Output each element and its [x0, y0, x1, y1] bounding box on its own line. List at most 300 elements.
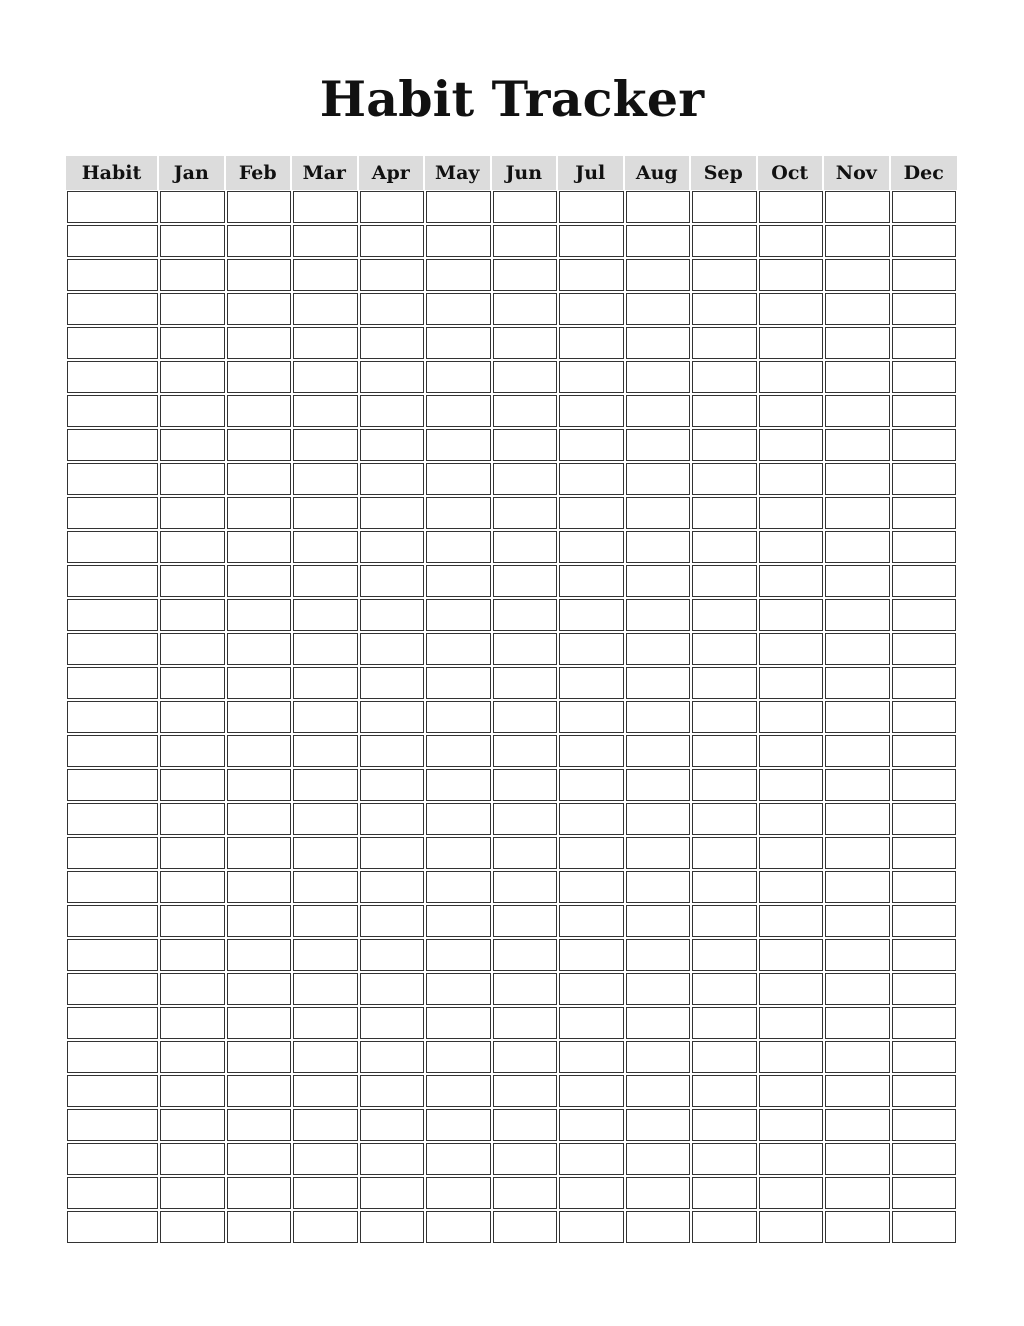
month-check-cell[interactable]	[226, 292, 293, 326]
month-check-cell[interactable]	[226, 428, 293, 462]
month-check-cell[interactable]	[758, 938, 825, 972]
habit-name-cell[interactable]	[66, 496, 159, 530]
month-check-cell[interactable]	[824, 938, 891, 972]
month-check-cell[interactable]	[292, 1142, 359, 1176]
month-check-cell[interactable]	[891, 292, 958, 326]
month-check-cell[interactable]	[292, 972, 359, 1006]
month-check-cell[interactable]	[891, 598, 958, 632]
month-check-cell[interactable]	[758, 326, 825, 360]
month-check-cell[interactable]	[359, 700, 426, 734]
month-check-cell[interactable]	[159, 1040, 226, 1074]
month-check-cell[interactable]	[558, 1006, 625, 1040]
month-check-cell[interactable]	[558, 224, 625, 258]
month-check-cell[interactable]	[425, 1176, 492, 1210]
month-check-cell[interactable]	[558, 496, 625, 530]
month-check-cell[interactable]	[625, 1210, 692, 1244]
month-check-cell[interactable]	[226, 870, 293, 904]
month-check-cell[interactable]	[226, 258, 293, 292]
month-check-cell[interactable]	[492, 360, 559, 394]
month-check-cell[interactable]	[691, 768, 758, 802]
month-check-cell[interactable]	[425, 1040, 492, 1074]
month-check-cell[interactable]	[558, 190, 625, 224]
month-check-cell[interactable]	[824, 224, 891, 258]
month-check-cell[interactable]	[159, 632, 226, 666]
month-check-cell[interactable]	[492, 1210, 559, 1244]
month-check-cell[interactable]	[425, 632, 492, 666]
month-check-cell[interactable]	[691, 938, 758, 972]
month-check-cell[interactable]	[824, 1142, 891, 1176]
habit-name-cell[interactable]	[66, 394, 159, 428]
month-check-cell[interactable]	[558, 394, 625, 428]
habit-name-cell[interactable]	[66, 700, 159, 734]
month-check-cell[interactable]	[226, 1040, 293, 1074]
month-check-cell[interactable]	[558, 326, 625, 360]
habit-name-cell[interactable]	[66, 1074, 159, 1108]
month-check-cell[interactable]	[891, 496, 958, 530]
month-check-cell[interactable]	[824, 836, 891, 870]
month-check-cell[interactable]	[824, 632, 891, 666]
month-check-cell[interactable]	[492, 564, 559, 598]
month-check-cell[interactable]	[758, 768, 825, 802]
month-check-cell[interactable]	[691, 564, 758, 598]
month-check-cell[interactable]	[159, 836, 226, 870]
month-check-cell[interactable]	[625, 190, 692, 224]
month-check-cell[interactable]	[159, 1006, 226, 1040]
month-check-cell[interactable]	[891, 1074, 958, 1108]
month-check-cell[interactable]	[558, 462, 625, 496]
month-check-cell[interactable]	[159, 666, 226, 700]
month-check-cell[interactable]	[359, 1074, 426, 1108]
month-check-cell[interactable]	[492, 938, 559, 972]
month-check-cell[interactable]	[625, 224, 692, 258]
month-check-cell[interactable]	[891, 1176, 958, 1210]
month-check-cell[interactable]	[558, 904, 625, 938]
month-check-cell[interactable]	[226, 802, 293, 836]
month-check-cell[interactable]	[292, 734, 359, 768]
month-check-cell[interactable]	[359, 972, 426, 1006]
month-check-cell[interactable]	[425, 870, 492, 904]
month-check-cell[interactable]	[558, 1074, 625, 1108]
month-check-cell[interactable]	[891, 972, 958, 1006]
month-check-cell[interactable]	[159, 326, 226, 360]
month-check-cell[interactable]	[824, 326, 891, 360]
month-check-cell[interactable]	[824, 1074, 891, 1108]
month-check-cell[interactable]	[425, 428, 492, 462]
month-check-cell[interactable]	[492, 1074, 559, 1108]
month-check-cell[interactable]	[159, 904, 226, 938]
month-check-cell[interactable]	[226, 904, 293, 938]
month-check-cell[interactable]	[359, 258, 426, 292]
month-check-cell[interactable]	[891, 224, 958, 258]
month-check-cell[interactable]	[625, 904, 692, 938]
habit-name-cell[interactable]	[66, 870, 159, 904]
month-check-cell[interactable]	[359, 1040, 426, 1074]
month-check-cell[interactable]	[558, 292, 625, 326]
month-check-cell[interactable]	[758, 530, 825, 564]
month-check-cell[interactable]	[625, 1108, 692, 1142]
month-check-cell[interactable]	[625, 598, 692, 632]
month-check-cell[interactable]	[691, 836, 758, 870]
month-check-cell[interactable]	[824, 360, 891, 394]
month-check-cell[interactable]	[758, 394, 825, 428]
month-check-cell[interactable]	[359, 870, 426, 904]
habit-name-cell[interactable]	[66, 564, 159, 598]
month-check-cell[interactable]	[292, 224, 359, 258]
month-check-cell[interactable]	[758, 666, 825, 700]
month-check-cell[interactable]	[359, 836, 426, 870]
month-check-cell[interactable]	[159, 530, 226, 564]
month-check-cell[interactable]	[758, 292, 825, 326]
month-check-cell[interactable]	[492, 598, 559, 632]
habit-name-cell[interactable]	[66, 802, 159, 836]
month-check-cell[interactable]	[226, 1142, 293, 1176]
month-check-cell[interactable]	[159, 768, 226, 802]
month-check-cell[interactable]	[758, 972, 825, 1006]
month-check-cell[interactable]	[758, 598, 825, 632]
month-check-cell[interactable]	[425, 1142, 492, 1176]
month-check-cell[interactable]	[425, 292, 492, 326]
month-check-cell[interactable]	[758, 360, 825, 394]
habit-name-cell[interactable]	[66, 666, 159, 700]
month-check-cell[interactable]	[159, 972, 226, 1006]
month-check-cell[interactable]	[226, 1006, 293, 1040]
month-check-cell[interactable]	[292, 768, 359, 802]
month-check-cell[interactable]	[425, 972, 492, 1006]
month-check-cell[interactable]	[824, 530, 891, 564]
month-check-cell[interactable]	[226, 224, 293, 258]
month-check-cell[interactable]	[292, 1006, 359, 1040]
month-check-cell[interactable]	[891, 190, 958, 224]
month-check-cell[interactable]	[292, 496, 359, 530]
month-check-cell[interactable]	[824, 564, 891, 598]
month-check-cell[interactable]	[226, 700, 293, 734]
month-check-cell[interactable]	[492, 972, 559, 1006]
month-check-cell[interactable]	[824, 394, 891, 428]
month-check-cell[interactable]	[691, 904, 758, 938]
month-check-cell[interactable]	[625, 870, 692, 904]
month-check-cell[interactable]	[625, 326, 692, 360]
month-check-cell[interactable]	[226, 394, 293, 428]
habit-name-cell[interactable]	[66, 326, 159, 360]
month-check-cell[interactable]	[492, 462, 559, 496]
habit-name-cell[interactable]	[66, 632, 159, 666]
month-check-cell[interactable]	[425, 394, 492, 428]
month-check-cell[interactable]	[159, 1176, 226, 1210]
month-check-cell[interactable]	[226, 734, 293, 768]
month-check-cell[interactable]	[758, 1040, 825, 1074]
month-check-cell[interactable]	[292, 1210, 359, 1244]
month-check-cell[interactable]	[625, 1074, 692, 1108]
month-check-cell[interactable]	[824, 700, 891, 734]
month-check-cell[interactable]	[558, 802, 625, 836]
month-check-cell[interactable]	[824, 666, 891, 700]
month-check-cell[interactable]	[891, 802, 958, 836]
month-check-cell[interactable]	[226, 1074, 293, 1108]
month-check-cell[interactable]	[625, 836, 692, 870]
month-check-cell[interactable]	[492, 1040, 559, 1074]
month-check-cell[interactable]	[625, 428, 692, 462]
month-check-cell[interactable]	[425, 190, 492, 224]
month-check-cell[interactable]	[226, 1210, 293, 1244]
month-check-cell[interactable]	[359, 1006, 426, 1040]
month-check-cell[interactable]	[558, 1176, 625, 1210]
month-check-cell[interactable]	[226, 632, 293, 666]
month-check-cell[interactable]	[758, 258, 825, 292]
month-check-cell[interactable]	[159, 496, 226, 530]
month-check-cell[interactable]	[492, 428, 559, 462]
month-check-cell[interactable]	[691, 1210, 758, 1244]
month-check-cell[interactable]	[891, 258, 958, 292]
month-check-cell[interactable]	[292, 462, 359, 496]
month-check-cell[interactable]	[425, 598, 492, 632]
habit-name-cell[interactable]	[66, 768, 159, 802]
month-check-cell[interactable]	[292, 870, 359, 904]
month-check-cell[interactable]	[891, 428, 958, 462]
month-check-cell[interactable]	[226, 666, 293, 700]
month-check-cell[interactable]	[226, 326, 293, 360]
month-check-cell[interactable]	[625, 632, 692, 666]
month-check-cell[interactable]	[359, 1176, 426, 1210]
month-check-cell[interactable]	[758, 496, 825, 530]
habit-name-cell[interactable]	[66, 1108, 159, 1142]
month-check-cell[interactable]	[891, 904, 958, 938]
month-check-cell[interactable]	[359, 1108, 426, 1142]
month-check-cell[interactable]	[425, 530, 492, 564]
month-check-cell[interactable]	[758, 1108, 825, 1142]
month-check-cell[interactable]	[359, 904, 426, 938]
month-check-cell[interactable]	[691, 1040, 758, 1074]
month-check-cell[interactable]	[691, 1074, 758, 1108]
month-check-cell[interactable]	[758, 1074, 825, 1108]
month-check-cell[interactable]	[625, 700, 692, 734]
month-check-cell[interactable]	[292, 564, 359, 598]
month-check-cell[interactable]	[824, 292, 891, 326]
habit-name-cell[interactable]	[66, 190, 159, 224]
month-check-cell[interactable]	[625, 1176, 692, 1210]
month-check-cell[interactable]	[292, 258, 359, 292]
month-check-cell[interactable]	[492, 224, 559, 258]
month-check-cell[interactable]	[359, 666, 426, 700]
month-check-cell[interactable]	[558, 768, 625, 802]
habit-name-cell[interactable]	[66, 1176, 159, 1210]
month-check-cell[interactable]	[558, 700, 625, 734]
month-check-cell[interactable]	[824, 768, 891, 802]
month-check-cell[interactable]	[159, 292, 226, 326]
month-check-cell[interactable]	[758, 428, 825, 462]
month-check-cell[interactable]	[492, 768, 559, 802]
month-check-cell[interactable]	[492, 258, 559, 292]
month-check-cell[interactable]	[359, 564, 426, 598]
month-check-cell[interactable]	[425, 700, 492, 734]
month-check-cell[interactable]	[292, 700, 359, 734]
month-check-cell[interactable]	[359, 768, 426, 802]
month-check-cell[interactable]	[558, 598, 625, 632]
month-check-cell[interactable]	[359, 326, 426, 360]
month-check-cell[interactable]	[359, 1210, 426, 1244]
month-check-cell[interactable]	[891, 1142, 958, 1176]
month-check-cell[interactable]	[492, 700, 559, 734]
month-check-cell[interactable]	[159, 700, 226, 734]
month-check-cell[interactable]	[758, 836, 825, 870]
month-check-cell[interactable]	[891, 1040, 958, 1074]
month-check-cell[interactable]	[425, 768, 492, 802]
habit-name-cell[interactable]	[66, 938, 159, 972]
month-check-cell[interactable]	[691, 428, 758, 462]
habit-name-cell[interactable]	[66, 462, 159, 496]
month-check-cell[interactable]	[558, 972, 625, 1006]
month-check-cell[interactable]	[891, 462, 958, 496]
month-check-cell[interactable]	[292, 1040, 359, 1074]
month-check-cell[interactable]	[691, 292, 758, 326]
month-check-cell[interactable]	[558, 836, 625, 870]
month-check-cell[interactable]	[558, 428, 625, 462]
month-check-cell[interactable]	[558, 870, 625, 904]
month-check-cell[interactable]	[492, 1176, 559, 1210]
month-check-cell[interactable]	[359, 530, 426, 564]
habit-name-cell[interactable]	[66, 972, 159, 1006]
month-check-cell[interactable]	[891, 666, 958, 700]
month-check-cell[interactable]	[292, 1074, 359, 1108]
month-check-cell[interactable]	[159, 224, 226, 258]
month-check-cell[interactable]	[292, 836, 359, 870]
month-check-cell[interactable]	[558, 734, 625, 768]
month-check-cell[interactable]	[558, 360, 625, 394]
month-check-cell[interactable]	[558, 530, 625, 564]
month-check-cell[interactable]	[359, 394, 426, 428]
month-check-cell[interactable]	[292, 326, 359, 360]
month-check-cell[interactable]	[425, 258, 492, 292]
month-check-cell[interactable]	[824, 802, 891, 836]
month-check-cell[interactable]	[558, 666, 625, 700]
month-check-cell[interactable]	[159, 1108, 226, 1142]
habit-name-cell[interactable]	[66, 734, 159, 768]
month-check-cell[interactable]	[492, 394, 559, 428]
month-check-cell[interactable]	[159, 1074, 226, 1108]
month-check-cell[interactable]	[558, 1040, 625, 1074]
month-check-cell[interactable]	[558, 1108, 625, 1142]
month-check-cell[interactable]	[824, 1006, 891, 1040]
month-check-cell[interactable]	[425, 802, 492, 836]
month-check-cell[interactable]	[292, 292, 359, 326]
month-check-cell[interactable]	[758, 1176, 825, 1210]
month-check-cell[interactable]	[891, 326, 958, 360]
month-check-cell[interactable]	[691, 224, 758, 258]
month-check-cell[interactable]	[359, 734, 426, 768]
month-check-cell[interactable]	[359, 462, 426, 496]
month-check-cell[interactable]	[891, 564, 958, 598]
habit-name-cell[interactable]	[66, 1142, 159, 1176]
month-check-cell[interactable]	[891, 700, 958, 734]
month-check-cell[interactable]	[292, 598, 359, 632]
month-check-cell[interactable]	[824, 428, 891, 462]
month-check-cell[interactable]	[292, 1108, 359, 1142]
month-check-cell[interactable]	[758, 700, 825, 734]
month-check-cell[interactable]	[625, 292, 692, 326]
month-check-cell[interactable]	[292, 802, 359, 836]
month-check-cell[interactable]	[891, 1210, 958, 1244]
month-check-cell[interactable]	[558, 258, 625, 292]
month-check-cell[interactable]	[691, 360, 758, 394]
month-check-cell[interactable]	[691, 394, 758, 428]
month-check-cell[interactable]	[359, 632, 426, 666]
month-check-cell[interactable]	[758, 190, 825, 224]
month-check-cell[interactable]	[359, 938, 426, 972]
habit-name-cell[interactable]	[66, 292, 159, 326]
month-check-cell[interactable]	[359, 190, 426, 224]
month-check-cell[interactable]	[691, 1142, 758, 1176]
month-check-cell[interactable]	[625, 768, 692, 802]
month-check-cell[interactable]	[159, 1210, 226, 1244]
month-check-cell[interactable]	[226, 1108, 293, 1142]
month-check-cell[interactable]	[824, 190, 891, 224]
month-check-cell[interactable]	[824, 1176, 891, 1210]
month-check-cell[interactable]	[159, 938, 226, 972]
month-check-cell[interactable]	[758, 870, 825, 904]
month-check-cell[interactable]	[625, 1142, 692, 1176]
month-check-cell[interactable]	[691, 972, 758, 1006]
month-check-cell[interactable]	[625, 530, 692, 564]
month-check-cell[interactable]	[226, 768, 293, 802]
month-check-cell[interactable]	[558, 938, 625, 972]
month-check-cell[interactable]	[292, 360, 359, 394]
month-check-cell[interactable]	[492, 530, 559, 564]
month-check-cell[interactable]	[691, 258, 758, 292]
month-check-cell[interactable]	[824, 870, 891, 904]
month-check-cell[interactable]	[292, 666, 359, 700]
month-check-cell[interactable]	[625, 564, 692, 598]
month-check-cell[interactable]	[492, 326, 559, 360]
month-check-cell[interactable]	[691, 530, 758, 564]
month-check-cell[interactable]	[891, 938, 958, 972]
month-check-cell[interactable]	[625, 360, 692, 394]
month-check-cell[interactable]	[492, 734, 559, 768]
month-check-cell[interactable]	[359, 598, 426, 632]
month-check-cell[interactable]	[492, 802, 559, 836]
month-check-cell[interactable]	[758, 632, 825, 666]
month-check-cell[interactable]	[558, 1142, 625, 1176]
month-check-cell[interactable]	[492, 904, 559, 938]
month-check-cell[interactable]	[558, 1210, 625, 1244]
month-check-cell[interactable]	[226, 972, 293, 1006]
month-check-cell[interactable]	[625, 938, 692, 972]
month-check-cell[interactable]	[492, 836, 559, 870]
month-check-cell[interactable]	[758, 462, 825, 496]
month-check-cell[interactable]	[691, 190, 758, 224]
month-check-cell[interactable]	[691, 802, 758, 836]
month-check-cell[interactable]	[824, 1210, 891, 1244]
month-check-cell[interactable]	[425, 326, 492, 360]
month-check-cell[interactable]	[691, 870, 758, 904]
month-check-cell[interactable]	[625, 972, 692, 1006]
month-check-cell[interactable]	[691, 462, 758, 496]
month-check-cell[interactable]	[292, 632, 359, 666]
month-check-cell[interactable]	[159, 360, 226, 394]
month-check-cell[interactable]	[691, 1176, 758, 1210]
month-check-cell[interactable]	[226, 564, 293, 598]
month-check-cell[interactable]	[758, 1142, 825, 1176]
month-check-cell[interactable]	[758, 802, 825, 836]
month-check-cell[interactable]	[891, 530, 958, 564]
month-check-cell[interactable]	[625, 1040, 692, 1074]
month-check-cell[interactable]	[492, 496, 559, 530]
month-check-cell[interactable]	[625, 1006, 692, 1040]
month-check-cell[interactable]	[226, 1176, 293, 1210]
month-check-cell[interactable]	[891, 836, 958, 870]
month-check-cell[interactable]	[824, 972, 891, 1006]
month-check-cell[interactable]	[891, 734, 958, 768]
month-check-cell[interactable]	[625, 394, 692, 428]
month-check-cell[interactable]	[226, 462, 293, 496]
